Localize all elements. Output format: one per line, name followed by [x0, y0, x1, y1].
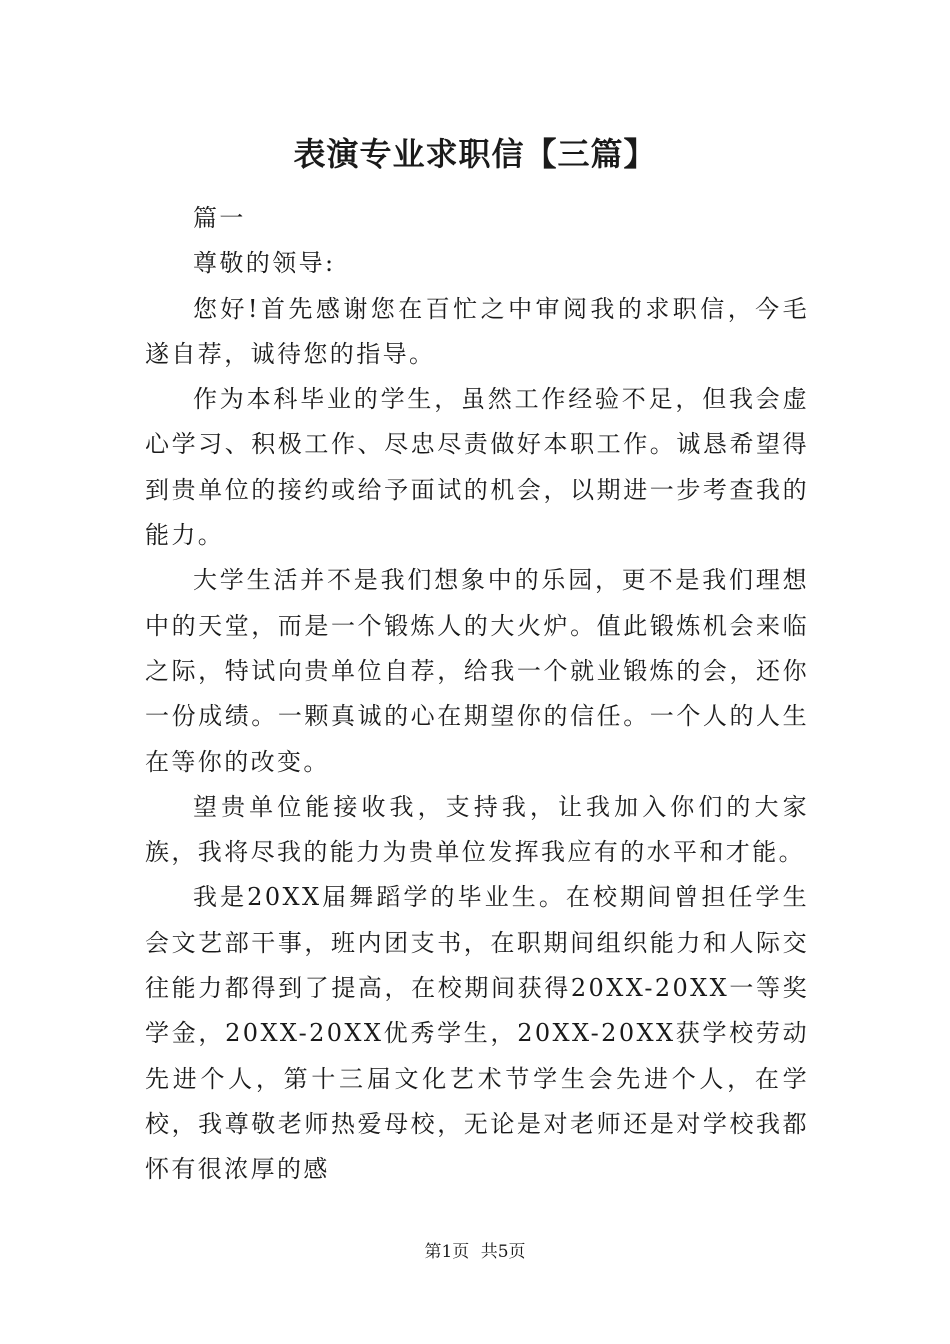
page-number-footer: 第1页 共5页: [424, 1242, 526, 1262]
paragraph: 我是20XX届舞蹈学的毕业生。在校期间曾担任学生会文艺部干事，班内团支书，在职期间组织能力和人际交往能力都得到了提高，在校期间获得20XX-20XX一等奖学金，20XX-20XX优秀学生，20XX-20XX获学校劳动先进个人，第十三届文化艺术节学生会先进个人，在学校，我尊敬老师热爱母校，无论是对老师还是对学校我都怀有很浓厚的感: [145, 883, 809, 1184]
paragraph: 您好!首先感谢您在百忙之中审阅我的求职信，今毛遂自荐，诚待您的指导。: [145, 294, 809, 368]
paragraph: 大学生活并不是我们想象中的乐园，更不是我们理想中的天堂，而是一个锻炼人的大火炉。值此锻炼机会来临之际，特试向贵单位自荐，给我一个就业锻炼的会，还你一份成绩。一颗真诚的心在期望你的信任。一个人的人生在等你的改变。: [145, 566, 809, 776]
section-heading: 篇一: [193, 204, 246, 232]
paragraph: 望贵单位能接收我，支持我，让我加入你们的大家族，我将尽我的能力为贵单位发挥我应有的水平和才能。: [145, 792, 809, 867]
salutation: 尊敬的领导:: [193, 249, 336, 278]
paragraph: 作为本科毕业的学生，虽然工作经验不足，但我会虚心学习、积极工作、尽忠尽责做好本职工作。诚恳希望得到贵单位的接约或给予面试的机会，以期进一步考查我的能力。: [145, 385, 809, 550]
document-title: 表演专业求职信【三篇】: [293, 135, 657, 173]
document-body: [145, 196, 809, 1193]
